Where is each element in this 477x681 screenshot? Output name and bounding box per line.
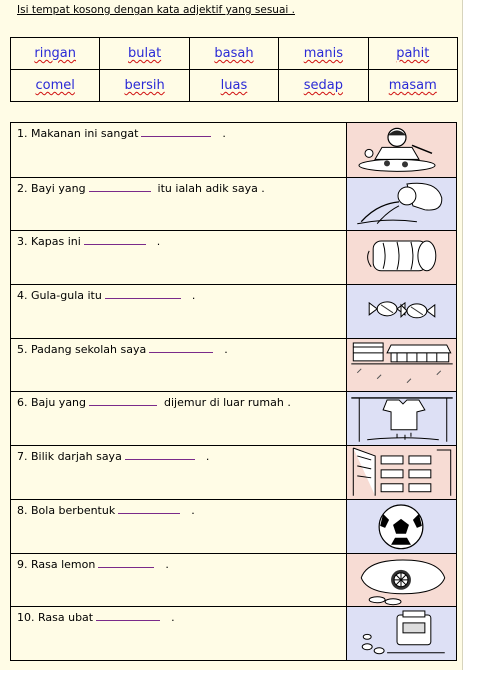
question-row — [11, 230, 456, 284]
questions-table — [10, 122, 457, 661]
answer-blank[interactable] — [118, 512, 180, 514]
question-text: 10. Rasa ubat — [17, 611, 94, 625]
question-row — [11, 338, 456, 392]
instruction-text: Isi tempat kosong dengan kata adjektif yang sesuai . — [17, 4, 295, 16]
word-comel: comel — [35, 78, 75, 93]
question-text: 9. Rasa lemon — [17, 557, 96, 571]
question-row — [11, 177, 456, 231]
cotton-roll-icon — [346, 231, 456, 284]
answer-blank[interactable] — [89, 190, 151, 192]
question-row — [11, 445, 456, 499]
answer-blank[interactable] — [149, 351, 213, 353]
question-row — [11, 123, 456, 177]
question-row — [11, 391, 456, 445]
question-row — [11, 553, 456, 607]
answer-blank[interactable] — [84, 243, 146, 245]
word-ringan: ringan — [34, 46, 77, 61]
soccer-ball-icon — [346, 500, 456, 553]
question-suffix: . — [171, 611, 175, 625]
question-text: 8. Bola berbentuk — [17, 503, 116, 517]
word-pahit: pahit — [396, 46, 430, 61]
question-suffix: . — [191, 289, 196, 303]
word-sedap: sedap — [303, 78, 343, 93]
candies-icon — [346, 285, 456, 338]
question-row — [11, 284, 456, 338]
medicine-icon — [346, 607, 456, 660]
word-bersih: bersih — [124, 78, 165, 93]
answer-blank[interactable] — [105, 297, 181, 299]
school-field-icon — [346, 339, 456, 392]
question-suffix: . — [205, 450, 210, 464]
word-manis: manis — [303, 46, 343, 61]
word-bank-row — [11, 70, 458, 102]
question-text: 1. Makanan ini sangat — [17, 127, 139, 140]
question-suffix: . — [156, 235, 161, 249]
question-suffix: . — [224, 342, 228, 356]
question-suffix: . — [165, 557, 169, 571]
answer-blank[interactable] — [125, 458, 195, 460]
answer-blank[interactable] — [98, 566, 154, 568]
word-bulat: bulat — [128, 46, 162, 61]
answer-blank[interactable] — [89, 404, 157, 406]
question-text: 4. Gula-gula itu — [17, 289, 102, 303]
word-basah: basah — [214, 46, 254, 61]
classroom-icon — [346, 446, 456, 499]
word-masam: masam — [388, 78, 437, 93]
sleeping-baby-icon — [346, 178, 456, 231]
question-text: 3. Kapas ini — [17, 235, 81, 249]
question-text: 2. Bayi yang — [17, 181, 86, 195]
question-suffix: dijemur di luar rumah . — [164, 396, 291, 410]
word-luas: luas — [220, 78, 248, 93]
question-row — [11, 606, 456, 660]
question-text: 7. Bilik darjah saya — [17, 450, 122, 464]
question-suffix: . — [222, 127, 226, 140]
question-text: 6. Baju yang — [17, 396, 87, 410]
question-suffix: itu ialah adik saya . — [157, 181, 265, 195]
question-text: 5. Padang sekolah saya — [17, 342, 147, 356]
question-suffix: . — [191, 503, 195, 517]
question-row — [11, 499, 456, 553]
word-bank-row — [11, 38, 458, 70]
answer-blank[interactable] — [141, 135, 211, 137]
word-bank-table — [10, 37, 458, 102]
answer-blank[interactable] — [96, 619, 160, 621]
lemon-icon — [346, 554, 456, 607]
boy-eating-icon — [346, 123, 456, 177]
wet-shirt-icon — [346, 392, 456, 445]
